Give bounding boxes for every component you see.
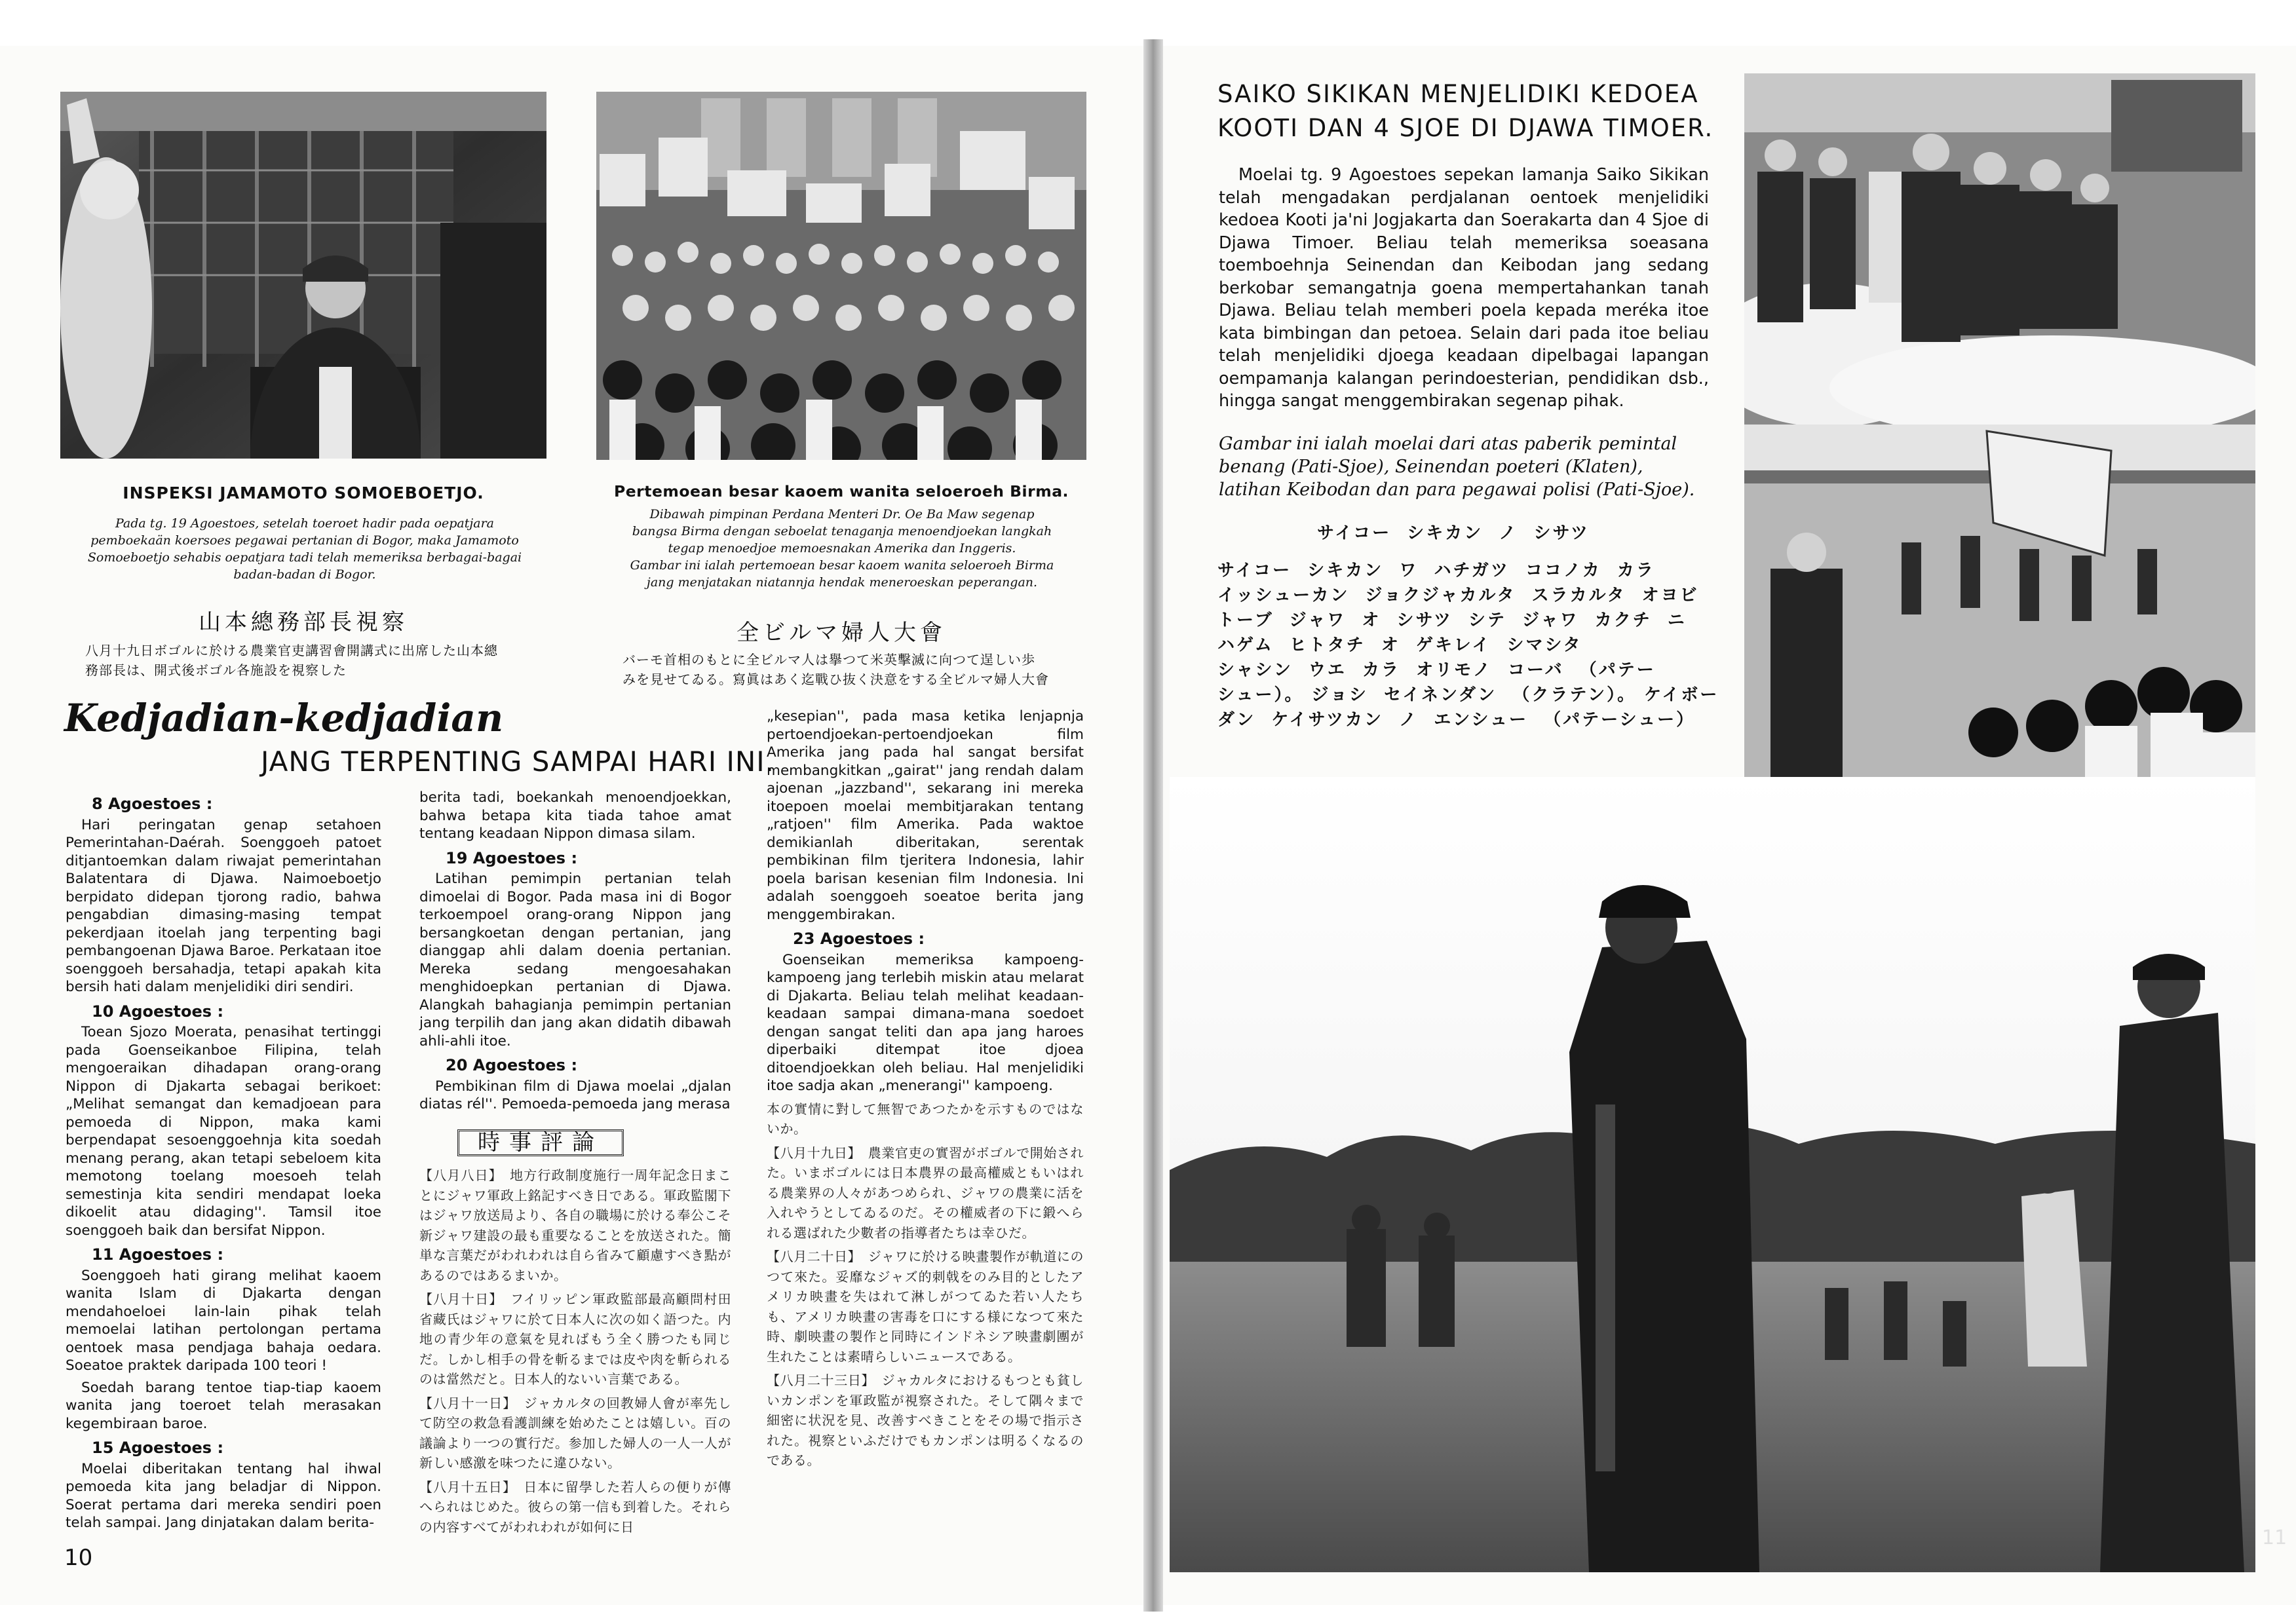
article-paragraph: Pembikinan film di Djawa moelai „djalan diatas rél''. Pemoeda-pemoeda jang merasa <box>419 1078 731 1112</box>
commentary-paragraph: 【八月八日】 地方行政制度施行一周年記念日まことにジャワ軍政上銘記すべき日である。軍政監閣下はジャワ放送局より、各自の職場に於ける奉公こそ新ジャワ建設の最も重要なることを放送された。簡単な言葉だがわれわれは自ら省みて顧慮すべき點があるのではあるまいか。 <box>419 1167 731 1283</box>
date-heading: 20 Agoestoes : <box>446 1056 578 1074</box>
commentary-paragraph: 【八月十日】 フイリッピン軍政監部最高顧問村田省藏氏はジャワに於て日本人に次の如く語つた。内地の青少年の意氣を見ればもう全く勝つたも同じだ。しかし相手の骨を斬るまでは皮や肉を斬られるのは當然だと。日本人的ないい言葉である。 <box>419 1291 731 1387</box>
date-heading: 23 Agoestoes : <box>793 930 925 948</box>
date-heading: 10 Agoestoes : <box>92 1002 224 1021</box>
inspection-photo <box>60 92 546 459</box>
katakana-line: トーブ ジャワ オ シサツ シテ ジャワ カクチ ニ <box>1217 611 1687 630</box>
caption2-line: Gambar ini ialah pertemoean besar kaoem wanita seloeroeh Birma <box>630 558 1054 573</box>
commentary-paragraph: 【八月二十日】 ジャワに於ける映畫製作が軌道にのつて來た。妥靡なジャズ的刺戟をのみ目的としたアメリカ映畫を失はれて淋しがつてゐた若い人たちも、アメリカ映畫の害毒を口にする様になつて來た時、劇映畫の製作と同時にインドネシア映畫劇團が生れたことは素晴らしいニュースである。 <box>767 1249 1084 1365</box>
article-paragraph: Soenggoeh hati girang melihat kaoem wanita Islam di Djakarta dengan mendahoeloei lain-lain pihak telah memoelai latihan pertolongan pertama oentoek masa pendjaga bahaja oedara. Soeatoe praktek daripada 100 teori ! <box>66 1267 381 1374</box>
article-paragraph: Soedah barang tentoe tiap-tiap kaoem wanita jang toeroet telah merasakan kegembiraan baroe. <box>66 1379 381 1432</box>
caption1-jp-line: 八月十九日ボゴルに於ける農業官吏講習會開講式に出席した山本總 <box>85 643 498 658</box>
caption2-body <box>600 506 1084 591</box>
commentary-box <box>419 1118 731 1166</box>
article-paragraph: berita tadi, boekankah menoendjoekkan, bahwa betapa kita tiada tahoe amat tentang keadaan Nippon dimasa silam. <box>419 789 731 842</box>
article-paragraph: Moelai diberitakan tentang hal ihwal pemoeda kita jang beladjar di Nippon. Soerat pertama dari mereka sendiri poen telah sampai. Jang dinjatakan dalam berita- <box>66 1460 381 1531</box>
date-heading: 19 Agoestoes : <box>446 848 578 867</box>
article-column-2 <box>419 789 731 1541</box>
caption2-jp-line: バーモ首相のもとに全ビルマ人は擧つて米英擊滅に向つて逞しい歩 <box>622 652 1035 668</box>
article-headline: Kedjadian-kedjadian <box>64 696 504 740</box>
caption1-line: Pada tg. 19 Agoestoes, setelah toeroet hadir pada oepatjara <box>115 516 495 531</box>
page-number-left: 10 <box>64 1545 93 1571</box>
caption2-line: tegap menoedjoe memoesnakan Amerika dan Inggeris. <box>668 541 1016 556</box>
commentary-box-title: 時事評論 <box>457 1129 624 1157</box>
keibodan-exercise-photo <box>1170 777 2255 1572</box>
caption1-line: badan-badan di Bogor. <box>233 567 376 582</box>
commentary-paragraph: 【八月十一日】 ジャカルタの回教婦人會が率先して防空の救急看護訓練を始めたことは嬉しい。百の議論より一つの實行だ。参加した婦人の一人一人が新しい感激を味つたに違ひない。 <box>419 1395 731 1471</box>
caption1-jp-title: 山本總務部長視察 <box>199 609 408 635</box>
date-heading: 15 Agoestoes : <box>92 1439 224 1457</box>
article-paragraph: Hari peringatan genap setahoen Pemerintahan-Daérah. Soenggoeh patoet ditjantoemkan dalam riwajat pemerintahan Balatentara di Djawa. Naimoeboetjo berpidato didepan tjorong radio, bahwa pengabdian dimasing-masing tempat pekerdjaan itoelah jang terpenting bagi pembangoenan Djawa Baroe. Perkataan itoe soenggoeh bersahadja, tetapi apakah kita bersih hati dalam menjelidiki diri sendiri. <box>66 816 381 995</box>
caption2-title: Pertemoean besar kaoem wanita seloeroeh Birma. <box>614 482 1069 500</box>
article-paragraph: Latihan pemimpin pertanian telah dimoelai di Bogor. Pada masa ini di Bogor terkoempoel orang-orang Nippon jang bersangkoetan dengan pertanian, jang dianggap ahli dalam doenia pertanian. Mereka sedang mengoesahakan menghidoepkan pertanian di Djawa. Alangkah bahagianja pemimpin pertanian jang terpilih dan jang akan didatih dibawah ahli-ahli itoe. <box>419 871 731 1049</box>
page-gutter <box>1143 39 1163 1612</box>
article-paragraph: Toean Sjozo Moerata, penasihat tertinggi pada Goenseikanboe Filipina, telah mengoeraikan dihadapan orang-orang Nippon di Djakarta sebagai berikoet: „Melihat semangat dan kemadjoean para pemoeda di Nippon, maka kami berpendapat sesoenggoehnja kita soedah menang perang, akan tetapi sebeloem kita memotong toelang moesoeh telah semestinja kita sendiri mendapat loeka dikoelit atau didaging''. Tamsil itoe soenggoeh baik dan bersifat Nippon. <box>66 1024 381 1239</box>
katakana-body <box>1217 558 1719 732</box>
date-heading: 11 Agoestoes : <box>92 1245 224 1264</box>
katakana-line: サイコー シキカン ワ ハチガツ ココノカ カラ <box>1217 561 1655 580</box>
right-title-line: KOOTI DAN 4 SJOE DI DJAWA TIMOER. <box>1217 114 1714 142</box>
caption1-body <box>85 515 524 583</box>
burma-women-assembly-photo <box>596 92 1086 460</box>
seinendan-puteri-photo <box>1744 425 2255 777</box>
caption1-line: Somoeboetjo sehabis oepatjara tadi telah memeriksa berbagai-bagai <box>87 550 522 565</box>
commentary-paragraph: 【八月十九日】 農業官吏の實習がボゴルで開始された。いまボゴルには日本農界の最高權威ともいはれる農業界の人々があつめられ、ジャワの農業に活を入れやうとしてゐるのだ。その權威者の下に鍛へられる選ばれた少數者の指導者たちは幸ひだ。 <box>767 1144 1084 1241</box>
katakana-line: シュー）。 ジョシ セイネンダン （クラテン）。 ケイボー <box>1217 685 1719 705</box>
katakana-line: ハゲム ヒトタチ オ ゲキレイ シマシタ <box>1217 635 1582 655</box>
article-paragraph: „kesepian'', pada masa ketika lenjapnja pertoendjoekan-pertoendjoekan film Amerika jang pada hal sangat bersifat membangkitkan „gairat'' jang rendah dalam ajoenan „jazzband'', sekarang ini mereka itoepoen moelai membitjarakan tentang „ratjoen'' film Amerika. Pada waktoe demikianlah diberitakan, serentak pembikinan film tjeritera Indonesia, lahir poela barisan kesenian film Indonesia. Ini adalah soenggoeh soeatoe berita jang menggembirakan. <box>767 708 1084 923</box>
caption1-jp-line: 務部長は、開式後ボゴル各施設を視察した <box>85 662 347 678</box>
right-photo-caption: Gambar ini ialah moelai dari atas paberik pemintal benang (Pati-Sjoe), Seinendan poeteri (Klaten), latihan Keibodan dan para pegawai polisi (Pati-Sjoe). <box>1219 434 1695 500</box>
katakana-line: ダン ケイサツカン ノ エンシュー （パテーシュー） <box>1217 710 1696 730</box>
page-number-right: 11 <box>2262 1526 2287 1549</box>
katakana-title: サイコー シキカン ノ シサツ <box>1317 523 1590 543</box>
caption2-jp-title: 全ビルマ婦人大會 <box>737 620 946 646</box>
caption2-jp-body <box>622 650 1081 689</box>
right-title-line: SAIKO SIKIKAN MENJELIDIKI KEDOEA <box>1217 80 1699 108</box>
caption2-line: bangsa Birma dengan seboelat tenaganja menoendjoekan langkah <box>632 524 1052 538</box>
commentary-paragraph: 【八月十五日】 日本に留學した若人らの便りが傳へられはじめた。彼らの第一信も到着した。それらの内容すべてがわれわれが如何に日 <box>419 1479 731 1535</box>
katakana-line: シャシン ウエ カラ オリモノ コーバ （パテー <box>1217 660 1656 680</box>
commentary-paragraph: 本の實情に對して無智であつたかを示すものではないか。 <box>767 1101 1084 1137</box>
caption1-line: pemboekaän koersoes pegawai pertanian di Bogor, maka Jamamoto <box>90 533 519 548</box>
article-column-3 <box>767 708 1084 1475</box>
right-article-title <box>1217 77 1729 145</box>
article-paragraph: Goenseikan memeriksa kampoeng-kampoeng jang terlebih miskin atau melarat di Djakarta. Beliau telah melihat keadaan-keadaan sampai dimana-mana soedoet dengan sangat teliti dan apa jang haroes diperbaiki ditempat itoe djoea ditoendjoekkan oleh beliau. Hal menjelidiki itoe sadja akan „menerangi'' kampoeng. <box>767 951 1084 1094</box>
caption1-jp-body <box>85 641 544 680</box>
caption2-jp-line: みを見せてゐる。寫眞はあく迄戰ひ抜く決意をする全ビルマ婦人大會 <box>622 671 1049 687</box>
katakana-line: イッシューカン ジョクジャカルタ スラカルタ オヨビ <box>1217 586 1699 605</box>
spinning-factory-photo <box>1744 73 2255 426</box>
date-heading: 8 Agoestoes : <box>92 795 213 813</box>
commentary-paragraph: 【八月二十三日】 ジャカルタにおけるもつとも貧しいカンポンを軍政監が視察された。そして隅々まで細密に状況を見、改善すべきことをその場で指示された。視察といふだけでもカンポンは明るくなるのである。 <box>767 1372 1084 1468</box>
right-article-body: Moelai tg. 9 Agoestoes sepekan lamanja Saiko Sikikan telah mengadakan perdjalanan oentoek menjelidiki kedoea Kooti ja'ni Jogjakarta dan Soerakarta dan 4 Sjoe di Djawa Timoer. Beliau telah memeriksa soeasana toemboehnja Seinendan dan Keibodan jang sedang berkobar semangatnja goena mempertahankan tanah Djawa. Beliau telah memberi poela kepada meréka itoe kata bimbingan dan petoea. Selain dari pada itoe beliau telah menjelidiki djoega keadaan dipelbagai lapangan oempamanja kalangan perindoesterian, pendidikan dsb., hingga sangat menggembirakan segenap pihak. <box>1219 165 1709 411</box>
article-subheadline: JANG TERPENTING SAMPAI HARI INI. <box>261 746 775 778</box>
caption1-title: INSPEKSI JAMAMOTO SOMOEBOETJO. <box>123 483 484 502</box>
caption2-line: Dibawah pimpinan Perdana Menteri Dr. Oe Ba Maw segenap <box>649 507 1035 521</box>
article-column-1 <box>66 789 381 1536</box>
caption2-line: jang menjatakan niatannja hendak meneroeskan peperangan. <box>646 575 1038 590</box>
